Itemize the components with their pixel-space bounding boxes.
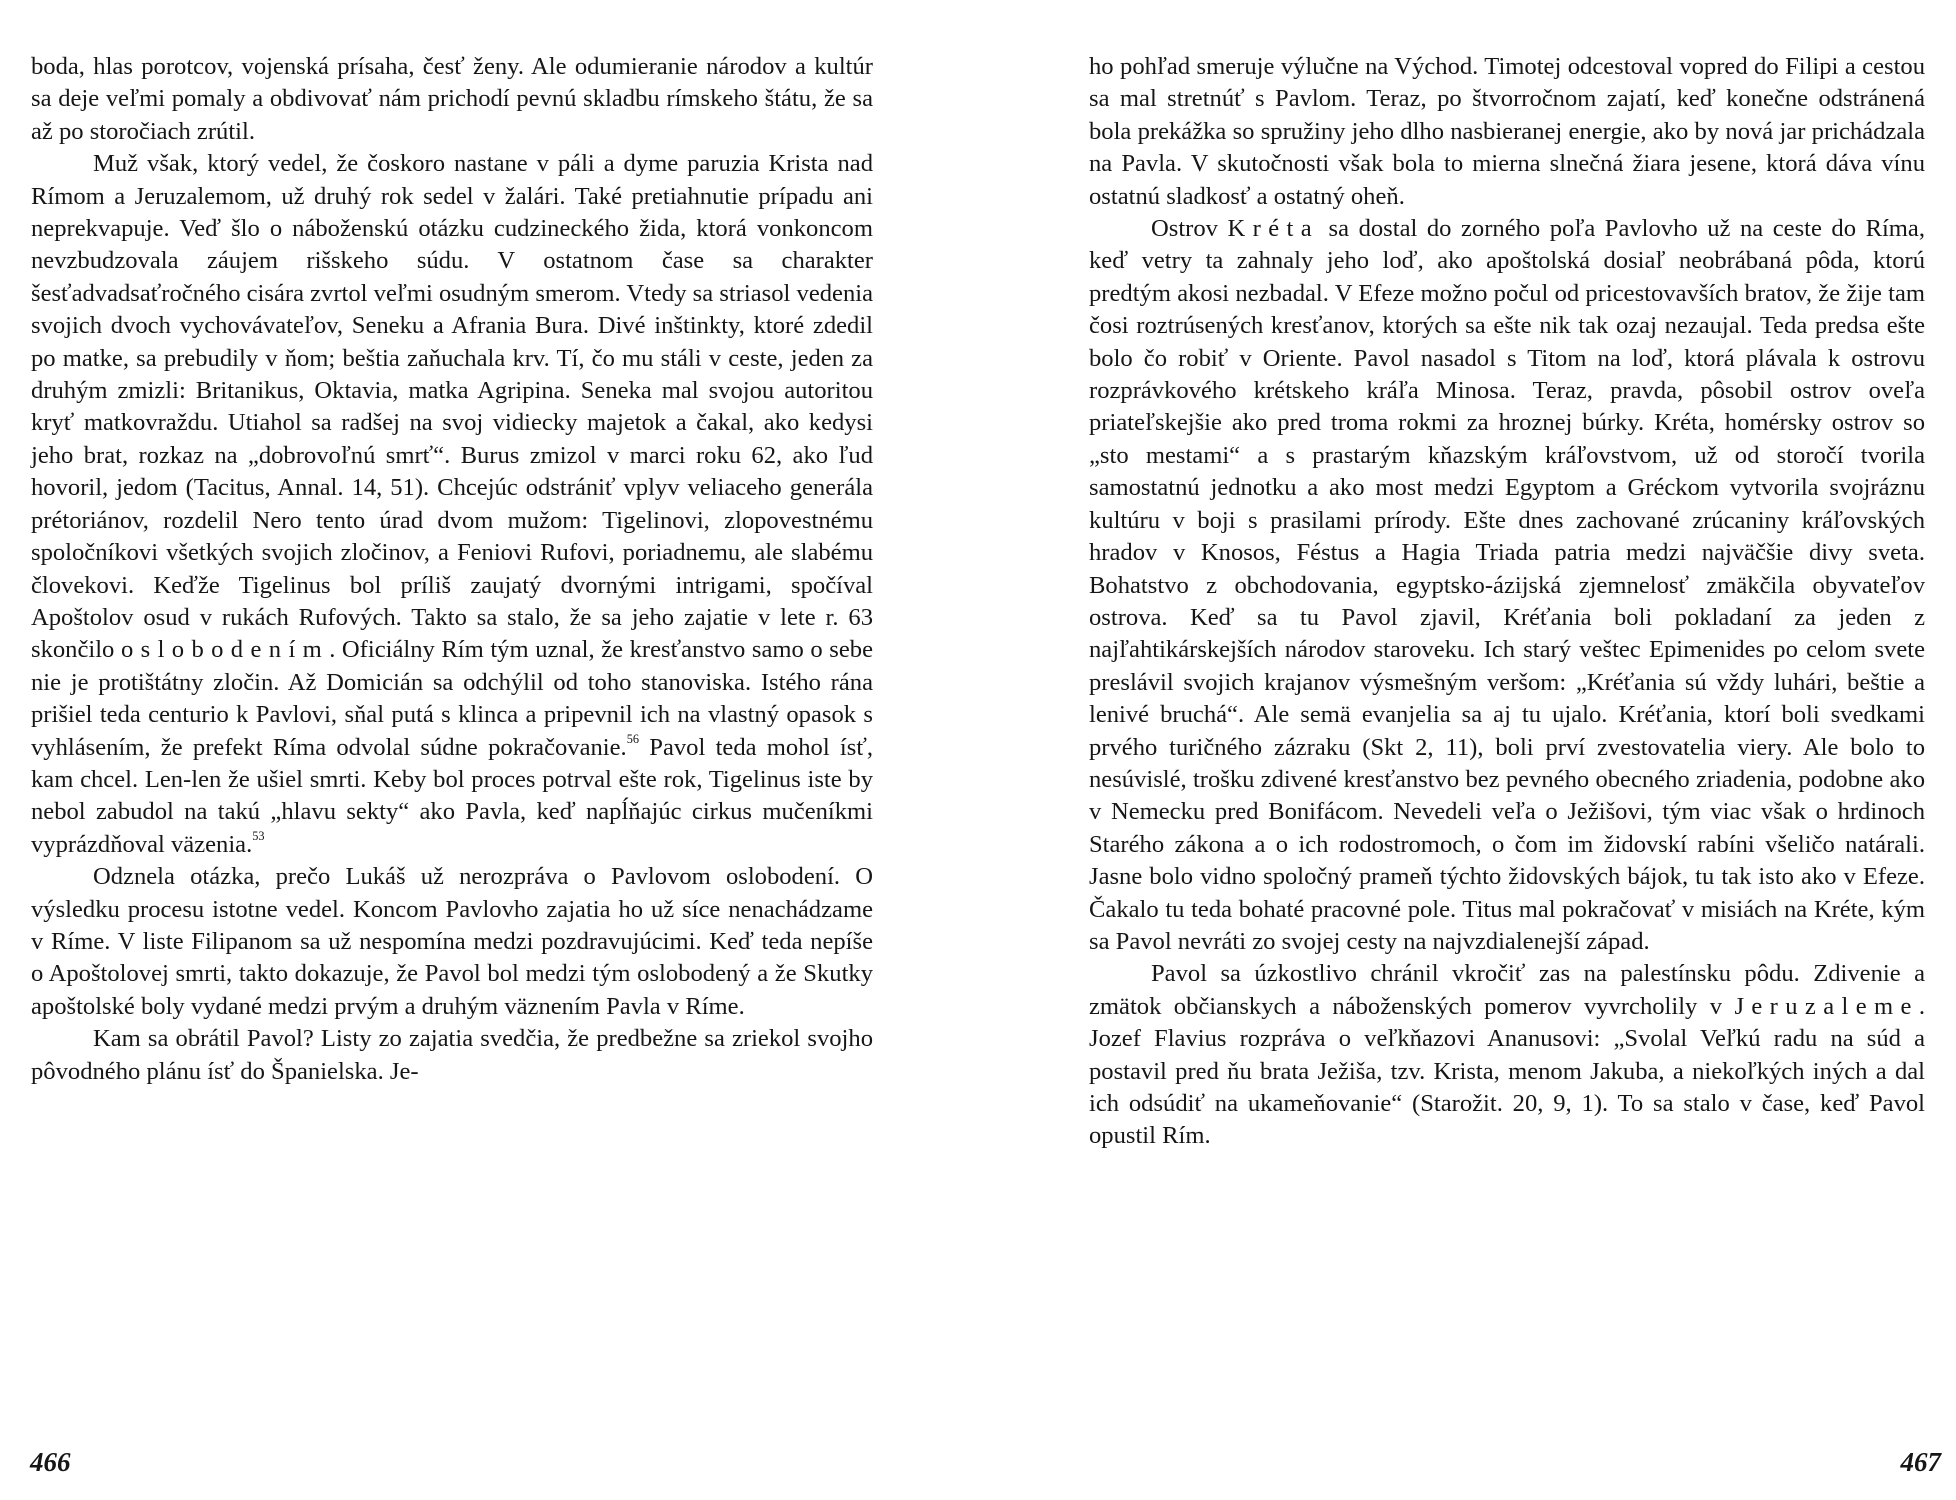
text-run: Muž však, ktorý vedel, že čoskoro nastane v páli a dyme paruzia Krista nad Rímom a Jeruzalemom, už druhý rok sedel v žalári. Také pretiahnutie prípadu ani neprekvapuje. Veď šlo o náboženskú otázku cudzineckého žida, ktorá vonkoncom nevzbudzovala záujem rišskeho súdu. V ostatnom čase sa charakter šesťadvadsaťročného cisára zvrtol veľmi osudným smerom. Vtedy sa striasol vedenia svojich dvoch vychovávateľov, Seneku a Afrania Bura. Divé inštinkty, ktoré zdedil po matke, sa prebudily v ňom; beštia zaňuchala krv. Tí, čo mu stáli v ceste, jeden za druhým zmizli: Britanikus, Oktavia, matka Agripina. Seneka mal svojou autoritou kryť matkovraždu. Utiahol sa radšej na svoj vidiecky majetok a čakal, ako kedysi jeho brat, rozkaz na „dobrovoľnú smrť“. Burus zmizol v marci roku 62, ako ľud hovoril, jedom (Tacitus, Annal. 14, 51). Chcejúc odstrániť vplyv veliaceho generála prétoriánov, rozdelil Nero tento úrad dvom mužom: Tigelinovi, zlopovestnému spoločníkovi všetkých svojich zločinov, a Feniovi Rufovi, poriadnemu, ale slabému človekovi. Keďže Tigelinus bol príliš zaujatý dvornými intrigami, spočíval Apoštolov osud v rukách Rufových. Takto sa stalo, že sa jeho zajatie v lete r. 63 skončilo: [31, 150, 873, 664]
text-run: . Jozef Flavius rozpráva o veľkňazovi Ananusovi: „Svolal Veľkú radu na súd a postavil pred ňu brata Ježiša, tzv. Krista, menom Jakuba, a niekoľkých iných a dal ich odsúdiť na ukameňovanie“ (Starožit. 20, 9, 1). To sa stalo v čase, keď Pavol opustil Rím.: [1089, 992, 1925, 1150]
page-number-left: 466: [30, 1447, 71, 1477]
page-number-right: 467: [1900, 1447, 1941, 1477]
left-page-text: [31, 51, 873, 1088]
footnote-ref: 53: [252, 829, 265, 844]
spaced-emphasis: oslobodením: [120, 636, 330, 664]
right-page-text: [1089, 51, 1925, 1153]
spaced-emphasis: Kréta: [1227, 215, 1320, 243]
paragraph: [1089, 213, 1925, 958]
paragraph: [1089, 51, 1925, 213]
paragraph: [31, 51, 873, 148]
text-run: sa dostal do zorného poľa Pavlovho už na ceste do Ríma, keď vetry ta zahnaly jeho loď, ako apoštolská dosiaľ neobrábaná pôda, ktorú predtým akosi nezbadal. V Efeze možno počul od pricestovavších bratov, že žije tam čosi roztrúsených kresťanov, ktorých sa ešte nik tak ozaj nezaujal. Teda predsa ešte bolo čo robiť v Oriente. Pavol nasadol s Titom na loď, ktorá plávala k ostrovu rozprávkového krétskeho kráľa Minosa. Teraz, pravda, pôsobil ostrov oveľa priateľskejšie ako pred troma rokmi za hroznej búrky. Kréta, homérsky ostrov so „sto mestami“ a s prastarým kňazským kráľovstvom, už od storočí tvorila samostatnú jednotku a ako most medzi Egyptom a Gréckom vytvorila svojráznu kultúru v boji s prasilami prírody. Ešte dnes zachované zrúcaniny kráľovských hradov v Knosos, Féstus a Hagia Triada patria medzi najväčšie divy sveta. Bohatstvo z obchodovania, egyptsko-ázijská zjemnelosť zmäkčila obyvateľov ostrova. Keď sa tu Pavol zjavil, Kréťania boli pokladaní za jeden z najľahtikárskejších národov staroveku. Ich starý veštec Epimenides po celom svete preslávil svojich krajanov výsmešným veršom: „Kréťania sú vždy luhári, beštie a lenivé bruchá“. Ale semä evanjelia sa aj tu ujalo. Kréťania, ktorí boli svedkami prvého turičného zázraku (Skt 2, 11), boli prví zvestovatelia viery. Ale bolo to nesúvislé, trošku zdivené kresťanstvo bez pevného obecného zriadenia, podobne ako v Nemecku pred Bonifácom. Nevedeli veľa o Ježišovi, tým viac však o hrdinoch Starého zákona a o ich rodostromoch, o čom im židovskí rabíni všeličo natárali. Jasne bolo vidno spoločný prameň týchto židovských bájok, tu tak isto ako v Efeze. Čakalo tu teda bohaté pracovné pole. Titus mal pokračovať v misiách na Kréte, kým sa Pavol nevráti zo svojej cesty na najvzdialenejší západ.: [1089, 215, 1925, 955]
text-run: Pavol sa úzkostlivo chránil vkročiť zas na palestínsku pôdu. Zdivenie a zmätok občianskych a náboženských pomerov vyvrcholily v: [1089, 960, 1925, 1020]
text-run: . Oficiálny Rím tým uznal, že kresťanstvo samo o sebe nie je protištátny zločin. Až Domicián sa odchýlil od toho stanoviska. Istého rána prišiel teda centurio k Pavlovi, sňal putá s klinca a pripevnil ich na vlastný opasok s vyhlásením, že prefekt Ríma odvolal súdne pokračovanie.: [31, 636, 873, 761]
paragraph: [31, 148, 873, 861]
paragraph: [31, 861, 873, 1023]
text-run: ho pohľad smeruje výlučne na Východ. Timotej odcestoval vopred do Filipi a cestou sa mal stretnúť s Pavlom. Teraz, po štvorročnom zajatí, keď konečne odstránená bola prekážka so spružiny jeho dlho nasbieranej energie, ako by nová jar prichádzala na Pavla. V skutočnosti však bola to mierna slnečná žiara jesene, ktorá dáva vínu ostatnú sladkosť a ostatný oheň.: [1089, 53, 1925, 210]
paragraph: [31, 1023, 873, 1088]
text-run: Kam sa obrátil Pavol? Listy zo zajatia svedčia, že predbežne sa zriekol svojho pôvodného plánu ísť do Španielska. Je-: [31, 1025, 873, 1085]
footnote-ref: 56: [626, 731, 639, 746]
text-run: boda, hlas porotcov, vojenská prísaha, česť ženy. Ale odumieranie národov a kultúr sa deje veľmi pomaly a obdivovať nám prichodí pevnú skladbu rímskeho štátu, že sa až po storočiach zrútil.: [31, 53, 873, 145]
text-run: Odznela otázka, prečo Lukáš už nerozpráva o Pavlovom oslobodení. O výsledku procesu istotne vedel. Koncom Pavlovho zajatia ho už síce nenachádzame v Ríme. V liste Filipanom sa už nespomína medzi pozdravujúcimi. Keď teda nepíše o Apoštolovej smrti, takto dokazuje, že Pavol bol medzi tým oslobodený a že Skutky apoštolské boly vydané medzi prvým a druhým väznením Pavla v Ríme.: [31, 863, 873, 1020]
spaced-emphasis: Jeruzaleme: [1734, 992, 1919, 1020]
text-run: Pavol teda mohol ísť, kam chcel. Len-len že ušiel smrti. Keby bol proces potrval ešte rok, Tigelinus iste by nebol zabudol na takú „hlavu sekty“ ako Pavla, keď napĺňajúc cirkus mučeníkmi vyprázdňoval väzenia.: [31, 733, 873, 858]
paragraph: [1089, 958, 1925, 1152]
text-run: Ostrov: [1151, 215, 1228, 243]
right-page: [978, 0, 1956, 1500]
